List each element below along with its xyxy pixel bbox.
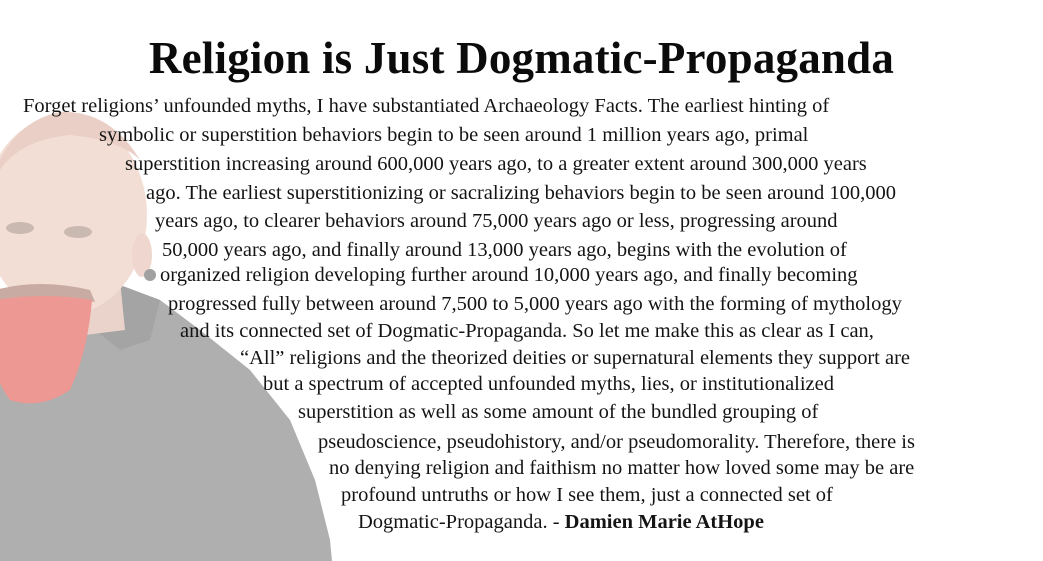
quote-line: no denying religion and faithism no matter how loved some may be are — [329, 457, 915, 479]
quote-line: pseudoscience, pseudohistory, and/or pseudomorality. Therefore, there is — [318, 431, 915, 453]
quote-line: superstition increasing around 600,000 years ago, to a greater extent around 300,000 years — [125, 153, 867, 175]
quote-line: organized religion developing further around 10,000 years ago, and finally becoming — [160, 264, 858, 286]
quote-line: progressed fully between around 7,500 to 5,000 years ago with the forming of mythology — [168, 293, 902, 315]
quote-line: profound untruths or how I see them, just a connected set of — [341, 484, 833, 506]
quote-line: but a spectrum of accepted unfounded myths, lies, or institutionalized — [263, 373, 835, 395]
page-title: Religion is Just Dogmatic-Propaganda — [148, 33, 895, 83]
quote-line: superstition as well as some amount of the bundled grouping of — [298, 401, 819, 423]
quote-line: ago. The earliest superstitionizing or sacralizing behaviors begin to be seen around 100,000 — [146, 182, 896, 204]
quote-line: years ago, to clearer behaviors around 75,000 years ago or less, progressing around — [155, 210, 838, 232]
quote-line: “All” religions and the theorized deities or supernatural elements they support are — [240, 347, 911, 369]
quote-line: 50,000 years ago, and finally around 13,000 years ago, begins with the evolution of — [162, 239, 847, 261]
quote-line: and its connected set of Dogmatic-Propaganda. So let me make this as clear as I can, — [180, 320, 874, 342]
quote-line: symbolic or superstition behaviors begin to be seen around 1 million years ago, primal — [99, 124, 809, 146]
author-signature: Damien Marie AtHope — [564, 511, 764, 533]
quote-final-line — [358, 510, 764, 534]
quote-line: Forget religions’ unfounded myths, I have substantiated Archaeology Facts. The earliest hinting of — [23, 95, 830, 117]
quote-final-text: Dogmatic-Propaganda. - — [358, 511, 565, 533]
